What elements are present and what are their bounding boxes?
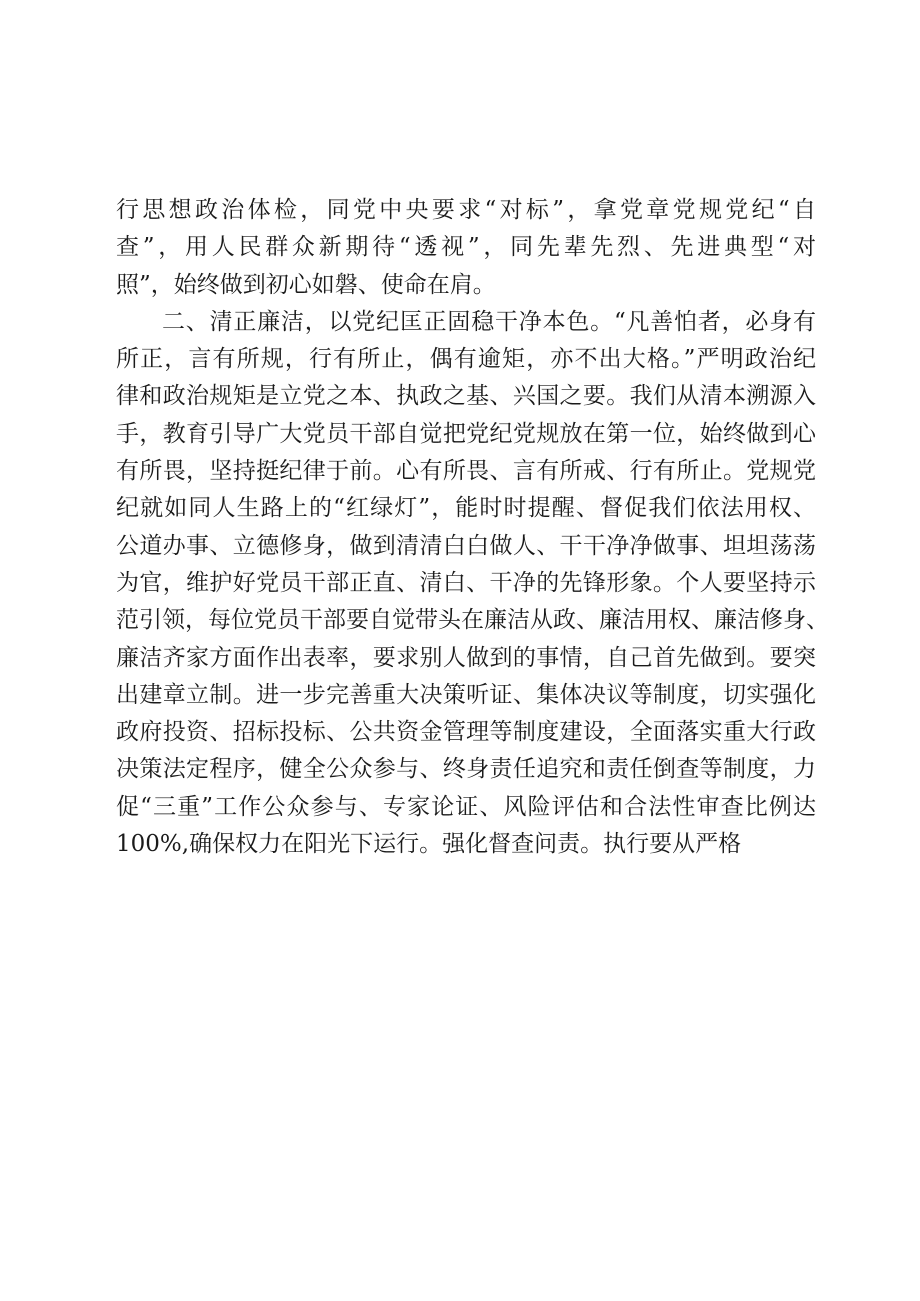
text-line: 查”，用人民群众新期待“透视”，同先辈先烈、先进典型“对	[116, 234, 816, 261]
text-line: 促“三重”工作公众参与、专家论证、风险评估和合法性审查比例达	[116, 793, 816, 820]
text-line: 律和政治规矩是立党之本、执政之基、兴国之要。我们从清本溯源入	[116, 383, 816, 410]
text-line: 政府投资、招标投标、公共资金管理等制度建设，全面落实重大行政	[116, 719, 816, 746]
text-line: 纪就如同人生路上的“红绿灯”，能时时提醒、督促我们依法用权、	[116, 495, 816, 522]
text-line: 出建章立制。进一步完善重大决策听证、集体决议等制度，切实强化	[116, 681, 816, 708]
text-line: 照”，始终做到初心如磐、使命在肩。	[116, 271, 496, 298]
text-line: 行思想政治体检，同党中央要求“对标”，拿党章党规党纪“自	[116, 197, 816, 223]
text-line: 所正，言有所规，行有所止，偶有逾矩，亦不出大格。”严明政治纪	[116, 346, 816, 373]
text-line: 公道办事、立德修身，做到清清白白做人、干干净净做事、坦坦荡荡	[116, 532, 816, 559]
body-text	[116, 192, 829, 863]
text-line: 廉洁齐家方面作出表率，要求别人做到的事情，自己首先做到。要突	[116, 644, 816, 671]
text-line: 100%,确保权力在阳光下运行。强化督查问责。执行要从严格	[116, 831, 742, 858]
text-line: 有所畏，坚持挺纪律于前。心有所畏、言有所戒、行有所止。党规党	[116, 458, 816, 485]
text-line: 范引领，每位党员干部要自觉带头在廉洁从政、廉洁用权、廉洁修身、	[116, 607, 829, 634]
text-line: 二、清正廉洁，以党纪匡正固稳干净本色。“凡善怕者，必身有	[162, 308, 816, 335]
text-line: 为官，维护好党员干部正直、清白、干净的先锋形象。个人要坚持示	[116, 569, 816, 596]
text-line: 手，教育引导广大党员干部自觉把党纪党规放在第一位，始终做到心	[116, 420, 816, 447]
text-line: 决策法定程序，健全公众参与、终身责任追究和责任倒查等制度，力	[116, 756, 816, 783]
